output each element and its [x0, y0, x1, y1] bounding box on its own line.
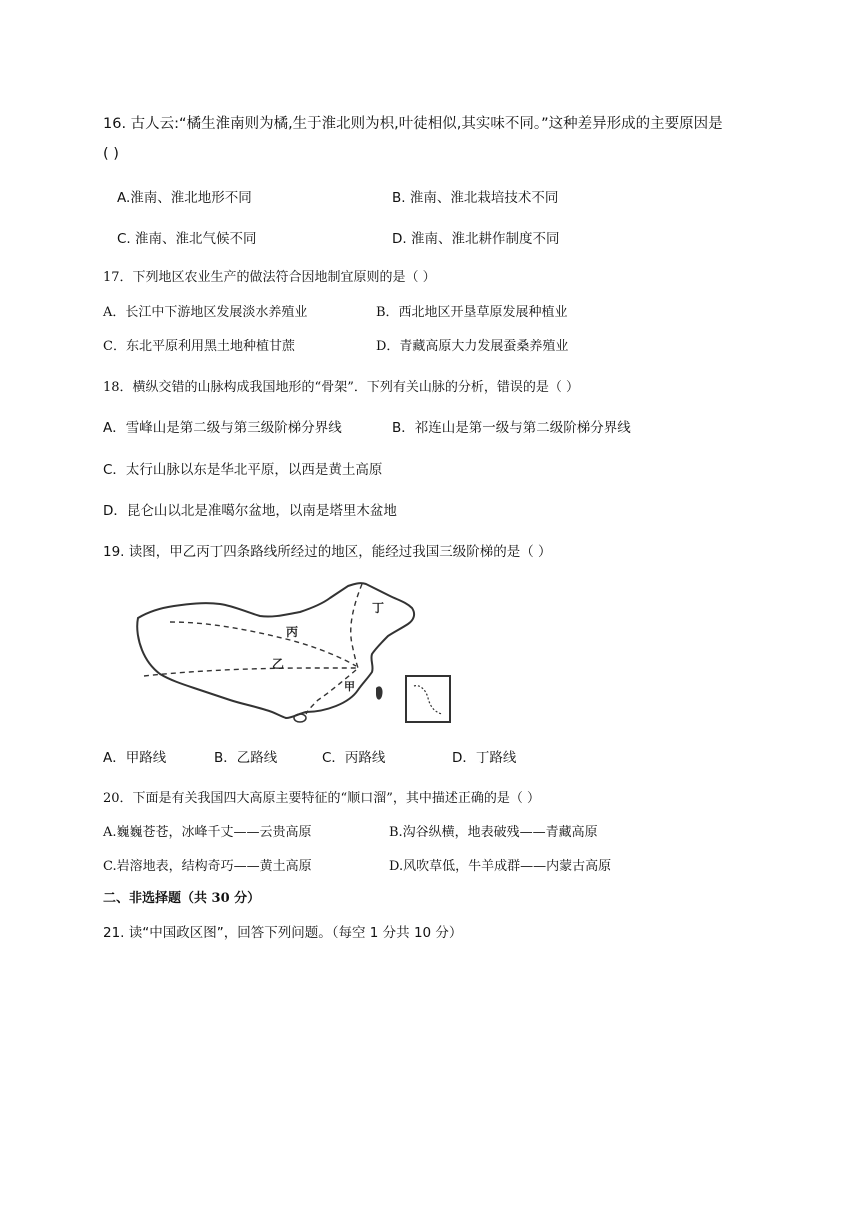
q17-option-d: D．青藏高原大力发展蚕桑养殖业: [376, 339, 569, 354]
q16-option-a: A.淮南、淮北地形不同: [117, 190, 252, 206]
q18-option-a: A．雪峰山是第二级与第三级阶梯分界线: [103, 420, 342, 436]
q18-option-c: C．太行山脉以东是华北平原，以西是黄土高原: [103, 462, 383, 478]
q16-option-c: C. 淮南、淮北气候不同: [117, 231, 257, 247]
route-ding: [351, 584, 362, 668]
q16-option-b: B. 淮南、淮北栽培技术不同: [392, 190, 559, 206]
q19-option-c: C．丙路线: [322, 750, 386, 766]
q17-option-b: B．西北地区开垦草原发展种植业: [376, 305, 568, 320]
q18-option-b: B．祁连山是第一级与第二级阶梯分界线: [392, 420, 631, 436]
label-ding: 丁: [372, 601, 385, 615]
q19-option-d: D．丁路线: [452, 750, 517, 766]
route-yi: [144, 668, 356, 676]
q19-option-a: A．甲路线: [103, 750, 167, 766]
q16-answer-paren: ( ): [103, 146, 119, 162]
label-bing: 丙: [286, 625, 299, 639]
taiwan-island: [376, 686, 383, 699]
q16-stem: 16. 古人云:“橘生淮南则为橘,生于淮北则为枳,叶徒相似,其实味不同。”这种差异形成的主要原因是: [103, 116, 723, 132]
q16-option-d: D. 淮南、淮北耕作制度不同: [392, 231, 560, 247]
q21-stem: 21. 读“中国政区图”，回答下列问题。（每空 1 分共 10 分）: [103, 925, 463, 941]
section-title: 二、非选择题（共 30 分）: [103, 891, 261, 906]
q17-option-c: C．东北平原利用黑土地种植甘蔗: [103, 339, 295, 354]
q20-option-d: D.风吹草低，牛羊成群——内蒙古高原: [389, 859, 612, 874]
q19-option-b: B．乙路线: [214, 750, 278, 766]
label-yi: 乙: [272, 657, 285, 671]
q17-option-a: A．长江中下游地区发展淡水养殖业: [103, 305, 308, 320]
route-bing: [170, 622, 356, 666]
q19-stem: 19. 读图，甲乙丙丁四条路线所经过的地区，能经过我国三级阶梯的是（ ）: [103, 544, 552, 560]
hainan-island: [294, 714, 306, 722]
q18-stem: 18．横纵交错的山脉构成我国地形的“骨架”．下列有关山脉的分析，错误的是（ ）: [103, 380, 579, 395]
label-jia: 甲: [344, 680, 355, 693]
q20-stem: 20．下面是有关我国四大高原主要特征的“顺口溜”，其中描述正确的是（ ）: [103, 791, 540, 806]
q20-option-a: A.巍巍苍苍，冰峰千丈——云贵高原: [103, 825, 312, 840]
q18-option-d: D．昆仑山以北是准噶尔盆地，以南是塔里木盆地: [103, 503, 397, 519]
q20-option-b: B.沟谷纵横，地表破残——青藏高原: [389, 825, 598, 840]
q20-option-c: C.岩溶地表，结构奇巧——黄土高原: [103, 859, 312, 874]
china-routes-map: [130, 578, 460, 726]
q17-stem: 17．下列地区农业生产的做法符合因地制宜原则的是（ ）: [103, 270, 436, 285]
